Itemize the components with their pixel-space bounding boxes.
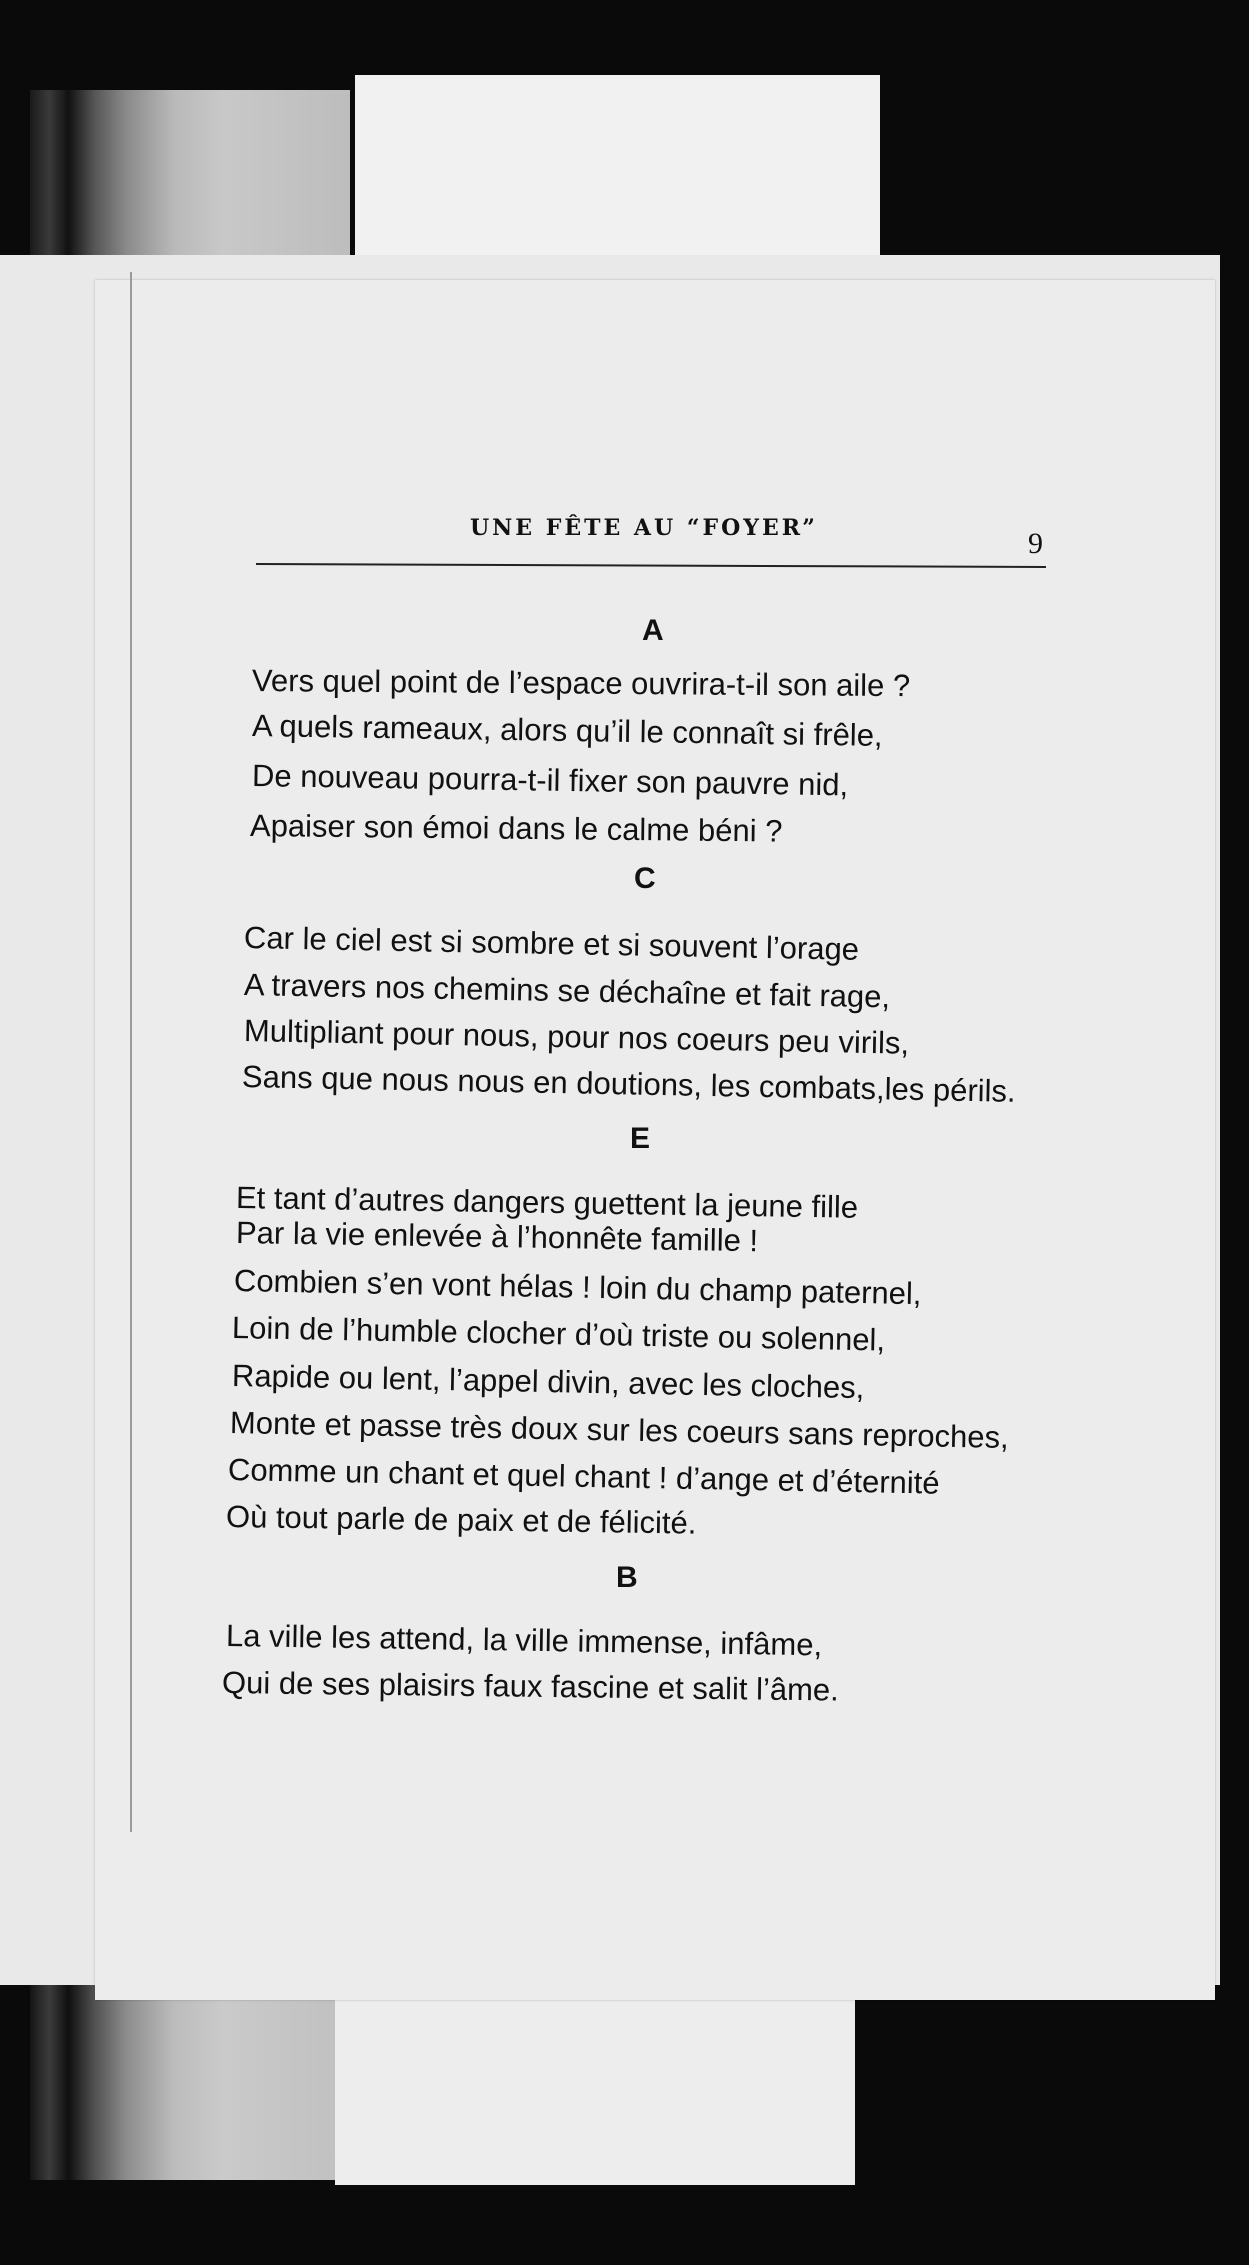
verse-line: A quels rameaux, alors qu’il le connaît si frêle, [251, 708, 883, 753]
stanza-letter: A [642, 614, 664, 647]
verse-line: Par la vie enlevée à l’honnête famille ! [235, 1215, 759, 1259]
stanza-letter: E [630, 1122, 651, 1155]
page-stack-bottom [335, 1985, 855, 2185]
verse-line: Où tout parle de paix et de félicité. [225, 1499, 697, 1541]
verse-line: Monte et passe très doux sur les coeurs sans reproches, [229, 1405, 1010, 1455]
verse-line: Qui de ses plaisirs faux fascine et salit l’âme. [221, 1665, 840, 1708]
verse-line: La ville les attend, la ville immense, infâme, [225, 1618, 823, 1663]
book-binding-bottom [30, 1980, 350, 2180]
verse-line: Et tant d’autres dangers guettent la jeune fille [235, 1180, 859, 1225]
verse-line: Sans que nous nous en doutions, les combats,les périls. [241, 1059, 1016, 1109]
page-stack-top [355, 75, 880, 265]
verse-line: Multipliant pour nous, pour nos coeurs peu virils, [243, 1013, 910, 1061]
verse-line: Apaiser son émoi dans le calme béni ? [249, 808, 783, 849]
verse-line: De nouveau pourra-t-il fixer son pauvre nid, [251, 758, 849, 803]
book-binding-top [30, 90, 350, 265]
verse-line: Car le ciel est si sombre et si souvent l’orage [243, 920, 860, 967]
stanza-letter: C [634, 862, 656, 895]
stanza-letter: B [616, 1561, 638, 1594]
verse-line: Combien s’en vont hélas ! loin du champ paternel, [233, 1263, 922, 1312]
page-fold-edge [130, 272, 132, 1832]
verse-line: Loin de l’humble clocher d’où triste ou solennel, [231, 1310, 886, 1358]
verse-line: Rapide ou lent, l’appel divin, avec les cloches, [231, 1358, 865, 1406]
verse-line: Vers quel point de l’espace ouvrira-t-il son aile ? [251, 663, 911, 704]
running-header: UNE FÊTE AU “FOYER” [470, 515, 818, 541]
page-number: 9 [1028, 527, 1043, 560]
verse-line: Comme un chant et quel chant ! d’ange et d’éternité [227, 1452, 940, 1501]
verse-line: A travers nos chemins se déchaîne et fait rage, [243, 967, 891, 1015]
